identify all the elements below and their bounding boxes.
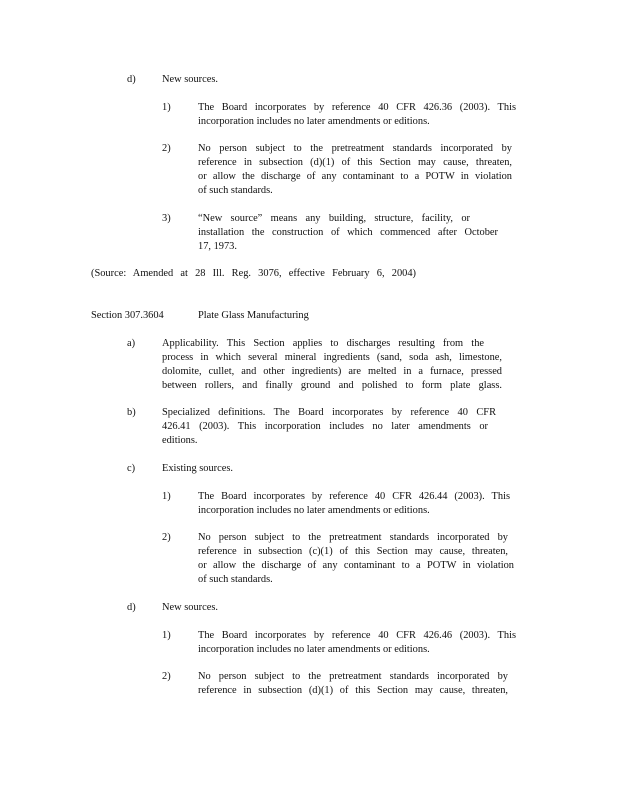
text-line: The Board incorporates by reference 40 CFR 426.44 (2003). This	[198, 491, 510, 502]
item-3-marker: 3)	[162, 213, 171, 224]
subsection-c-title: Existing sources.	[162, 463, 233, 474]
text-line: of such standards.	[198, 185, 273, 196]
section-title: Plate Glass Manufacturing	[198, 310, 309, 321]
item-c2-marker: 2)	[162, 532, 171, 543]
subsection-d-marker: d)	[127, 74, 136, 85]
item-d2-text	[198, 670, 508, 698]
subsection-d2-title: New sources.	[162, 602, 218, 613]
item-c1-marker: 1)	[162, 491, 171, 502]
text-line: reference in subsection (c)(1) of this Section may cause, threaten,	[198, 546, 508, 557]
item-1-text	[198, 101, 516, 129]
item-d1-text	[198, 629, 516, 657]
item-d1-marker: 1)	[162, 630, 171, 641]
text-line: No person subject to the pretreatment standards incorporated by	[198, 143, 512, 154]
item-1-marker: 1)	[162, 102, 171, 113]
text-line: or allow the discharge of any contaminant to a POTW in violation	[198, 560, 514, 571]
item-2-text	[198, 142, 512, 198]
subsection-a-text	[162, 337, 502, 393]
text-line: between rollers, and finally ground and polished to form plate glass.	[162, 380, 502, 391]
text-line: The Board incorporates by reference 40 CFR 426.36 (2003). This	[198, 102, 516, 113]
text-line: incorporation includes no later amendments or editions.	[198, 644, 430, 655]
subsection-d-title: New sources.	[162, 74, 218, 85]
source-note	[91, 267, 416, 281]
text-line: installation the construction of which commenced after October	[198, 227, 498, 238]
text-line: or allow the discharge of any contaminant to a POTW in violation	[198, 171, 512, 182]
text-line: The Board incorporates by reference 40 CFR 426.46 (2003). This	[198, 630, 516, 641]
item-d2-marker: 2)	[162, 671, 171, 682]
text-line: reference in subsection (d)(1) of this Section may cause, threaten,	[198, 685, 508, 696]
text-line: “New source” means any building, structure, facility, or	[198, 213, 470, 224]
item-2-marker: 2)	[162, 143, 171, 154]
subsection-a-marker: a)	[127, 338, 136, 349]
subsection-d2-marker: d)	[127, 602, 136, 613]
text-line: of such standards.	[198, 574, 273, 585]
subsection-c-marker: c)	[127, 463, 136, 474]
text-line: No person subject to the pretreatment standards incorporated by	[198, 532, 508, 543]
text-line: No person subject to the pretreatment standards incorporated by	[198, 671, 508, 682]
section-number: Section 307.3604	[91, 310, 164, 321]
item-3-text	[198, 212, 498, 254]
text-line: 17, 1973.	[198, 241, 237, 252]
text-line: Applicability. This Section applies to discharges resulting from the	[162, 338, 484, 349]
item-c1-text	[198, 490, 510, 518]
text-line: incorporation includes no later amendments or editions.	[198, 505, 430, 516]
item-c2-text	[198, 531, 514, 587]
subsection-b-marker: b)	[127, 407, 136, 418]
text-line: incorporation includes no later amendments or editions.	[198, 116, 430, 127]
text-line: dolomite, cullet, and other ingredients) are melted in a furnace, pressed	[162, 366, 502, 377]
text-line: Specialized definitions. The Board incorporates by reference 40 CFR	[162, 407, 496, 418]
source-note-text: (Source: Amended at 28 Ill. Reg. 3076, effective February 6, 2004)	[91, 268, 416, 279]
text-line: process in which several mineral ingredients (sand, soda ash, limestone,	[162, 352, 502, 363]
subsection-b-text	[162, 406, 496, 448]
text-line: 426.41 (2003). This incorporation includes no later amendments or	[162, 421, 488, 432]
text-line: editions.	[162, 435, 198, 446]
text-line: reference in subsection (d)(1) of this Section may cause, threaten,	[198, 157, 512, 168]
